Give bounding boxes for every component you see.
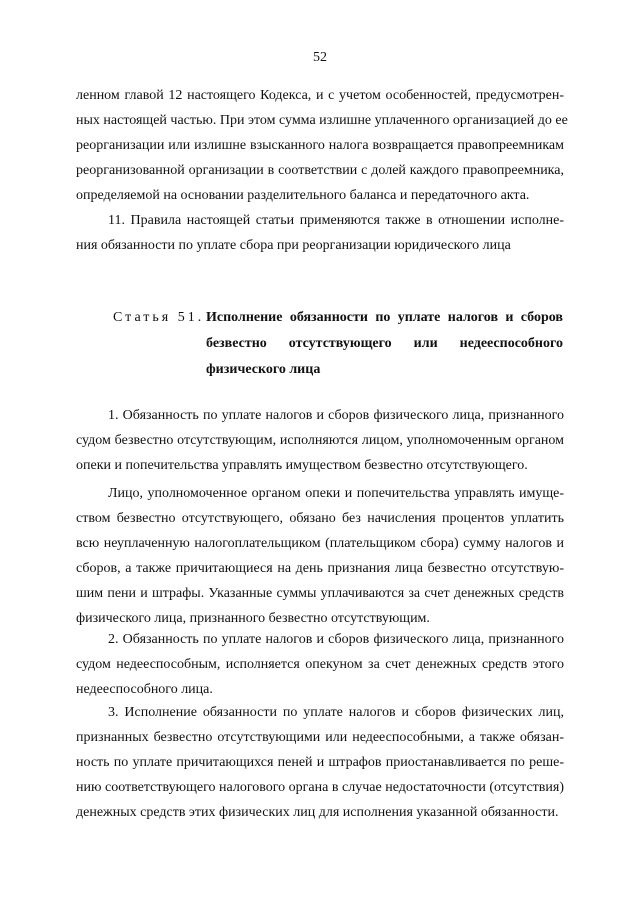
article-title	[206, 305, 563, 383]
page-number: 52	[313, 50, 327, 65]
text-line: сборов, а также причитающиеся на день признания лица безвестно отсутствую-	[76, 561, 564, 576]
text-line: ленном главой 12 настоящего Кодекса, и с учетом особенностей, предусмотрен-	[76, 88, 564, 103]
text-line: Лицо, уполномоченное органом опеки и попечительства управлять имуще-	[108, 486, 564, 501]
article-title-line: Исполнение обязанности по уплате налогов и сборов	[206, 310, 563, 325]
text-line: определяемой на основании разделительного баланса и передаточного акта.	[76, 188, 530, 203]
text-line: признанных безвестно отсутствующими или недееспособными, а также обязан-	[76, 730, 564, 745]
text-line: 3. Исполнение обязанности по уплате налогов и сборов физических лиц,	[108, 705, 564, 720]
clause-11-paragraph	[76, 208, 564, 258]
text-line: реорганизации или излишне взысканного налога возвращается правопреемникам	[76, 138, 564, 153]
text-line: нию соответствующего налогового органа в случае недостаточности (отсутствия)	[76, 780, 564, 795]
text-line: шим пени и штрафы. Указанные суммы уплачиваются за счет денежных средств	[76, 586, 564, 601]
paragraph-1	[76, 403, 564, 478]
text-line: 11. Правила настоящей статьи применяются также в отношении исполне-	[108, 213, 564, 228]
text-line: физического лица, признанного безвестно отсутствующим.	[76, 611, 430, 626]
text-line: 1. Обязанность по уплате налогов и сборов физического лица, признанного	[108, 408, 564, 423]
text-line: денежных средств этих физических лиц для исполнения указанной обязанности.	[76, 805, 559, 820]
text-line: 2. Обязанность по уплате налогов и сборов физического лица, признанного	[108, 632, 564, 647]
text-line: ния обязанности по уплате сбора при реорганизации юридического лица	[76, 238, 511, 253]
text-line: судом недееспособным, исполняется опекуном за счет денежных средств этого	[76, 657, 564, 672]
text-line: ством безвестно отсутствующего, обязано без начисления процентов уплатить	[76, 511, 564, 526]
text-line: ных настоящей частью. При этом сумма излишне уплаченного организацией до ее	[76, 113, 568, 128]
text-line: реорганизованной организации в соответствии с долей каждого правопреемника,	[76, 163, 564, 178]
text-line: опеки и попечительства управлять имуществом безвестно отсутствующего.	[76, 458, 528, 473]
article-label: Статья 51.	[113, 310, 205, 325]
text-line: недееспособного лица.	[76, 682, 213, 697]
text-line: всю неуплаченную налогоплательщиком (плательщиком сбора) сумму налогов и	[76, 536, 564, 551]
text-line: судом безвестно отсутствующим, исполняются лицом, уполномоченным органом	[76, 433, 564, 448]
paragraph-guardian	[76, 481, 564, 631]
article-title-line: физического лица	[206, 362, 321, 377]
paragraph-3	[76, 700, 564, 825]
paragraph-2	[76, 627, 564, 702]
text-line: ность по уплате причитающихся пеней и штрафов приостанавливается по реше-	[76, 755, 564, 770]
article-title-line: безвестно отсутствующего или недееспособного	[206, 336, 563, 351]
continuation-paragraph	[76, 83, 568, 208]
